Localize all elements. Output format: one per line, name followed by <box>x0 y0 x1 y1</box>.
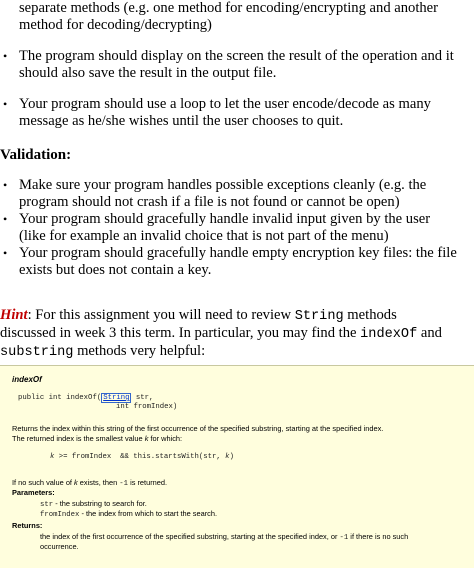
hint-text: and <box>417 325 442 341</box>
hint-text: discussed in week 3 this term. In particular, you may find the <box>0 325 361 341</box>
hint-text: : For this assignment you will need to review <box>27 307 295 323</box>
returns-text: if there is no such <box>348 532 409 541</box>
list-item: Your program should gracefully handle empty encryption key files: the file <box>19 245 457 261</box>
hint-label: Hint <box>0 307 28 323</box>
code-text: >= fromIndex && this.startsWith(str, <box>54 453 226 461</box>
code-indexof: indexOf <box>360 327 418 342</box>
bullet-icon: • <box>3 246 8 260</box>
signature-prefix: public int indexOf( <box>18 394 102 402</box>
bullet-icon: • <box>3 97 8 111</box>
paragraph-line: separate methods (e.g. one method for encoding/encrypting and another <box>19 0 439 16</box>
hint-line <box>0 342 205 362</box>
parameters-label: Parameters: <box>12 488 55 497</box>
code-var: k <box>50 453 55 461</box>
desc-var: k <box>144 434 149 443</box>
desc-text: exists, then <box>77 478 120 487</box>
desc-text: If no such value of <box>12 478 75 487</box>
desc-text: for which: <box>148 434 183 443</box>
code-substring: substring <box>0 345 74 360</box>
desc-text: The returned index is the smallest value <box>12 434 145 443</box>
code-value: -1 <box>339 534 349 542</box>
list-item: Your program should gracefully handle invalid input given by the user <box>19 211 431 227</box>
list-item: Your program should use a loop to let the user encode/decode as many <box>19 96 431 112</box>
list-item: The program should display on the screen the result of the operation and it <box>19 48 454 64</box>
code-var: k <box>225 453 230 461</box>
method-signature <box>18 394 153 403</box>
desc-text: is returned. <box>128 478 168 487</box>
description-line: Returns the index within this string of the first occurrence of the specified substring, starting at the specified index. <box>12 424 384 433</box>
list-item: (like for example an invalid choice that is not part of the menu) <box>19 228 389 244</box>
returns-label: Returns: <box>12 521 43 530</box>
param-name: str <box>40 501 54 509</box>
bullet-icon: • <box>3 212 8 226</box>
returns-text: the index of the first occurrence of the specified substring, starting at the specified index, or <box>40 532 340 541</box>
param-desc: - the substring to search for. <box>53 499 147 508</box>
hint-line <box>0 324 442 344</box>
returns-line: occurrence. <box>40 542 79 551</box>
javadoc-panel <box>0 365 474 568</box>
method-name: indexOf <box>12 375 42 384</box>
param-desc: - the index from which to start the search. <box>79 509 218 518</box>
bullet-icon: • <box>3 178 8 192</box>
code-value: -1 <box>119 480 129 488</box>
description-line <box>12 434 182 443</box>
list-item: program should not crash if a file is not found or cannot be open) <box>19 194 400 210</box>
list-item: Make sure your program handles possible exceptions cleanly (e.g. the <box>19 177 427 193</box>
code-string: String <box>294 309 344 324</box>
list-item: should also save the result in the output file. <box>19 65 277 81</box>
paragraph-line: method for decoding/decrypting) <box>19 17 212 33</box>
hint-text: methods very helpful: <box>73 343 206 359</box>
string-type-link[interactable]: String <box>103 394 130 402</box>
desc-var: k <box>74 478 78 487</box>
param-line <box>40 509 217 520</box>
section-heading: Validation: <box>0 147 72 163</box>
code-text: ) <box>229 453 234 461</box>
method-signature-param: int fromIndex) <box>116 403 178 411</box>
list-item: message as he/she wishes until the user chooses to quit. <box>19 113 344 129</box>
bullet-icon: • <box>3 49 8 63</box>
list-item: exists but does not contain a key. <box>19 262 212 278</box>
param-name: fromIndex <box>40 511 80 519</box>
returns-line <box>40 532 408 543</box>
signature-param: str, <box>131 394 154 402</box>
hint-text: methods <box>343 307 397 323</box>
code-example <box>50 453 234 462</box>
hint-line <box>0 306 397 326</box>
